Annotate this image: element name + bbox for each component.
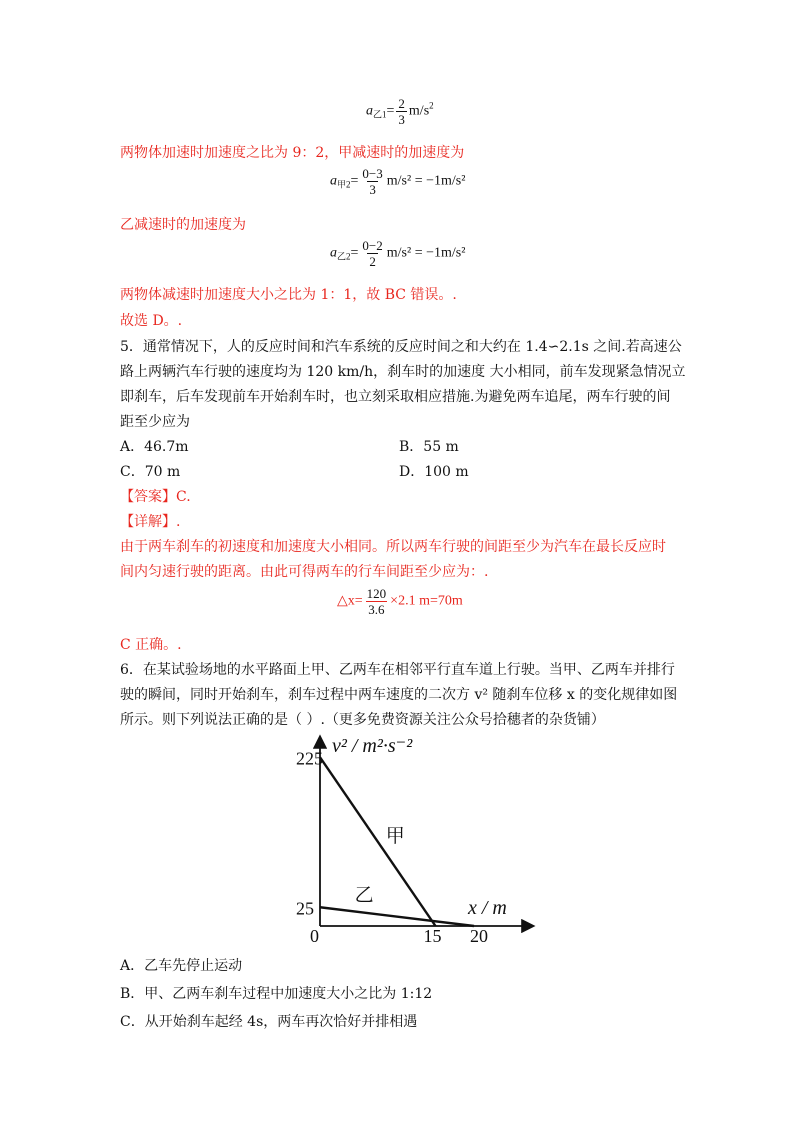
series-label-jia: 甲: [385, 826, 405, 847]
text-c-correct: C 正确。.: [120, 637, 182, 653]
eq-lhs: △x=: [337, 593, 363, 609]
detail-label: 【详解】.: [120, 514, 181, 530]
eq-sub: 甲2: [337, 179, 351, 190]
q5-line-3: 即刹车，后车发现前车开始刹车时，也立刻采取相应措施.为避免两车追尾，两车行驶的间: [120, 389, 671, 405]
text-choose-d: 故选 D。.: [120, 313, 183, 329]
q6-line-2: 驶的瞬间，同时开始刹车，刹车过程中两车速度的二次方 v² 随刹车位移 x 的变化规律如图: [120, 687, 678, 703]
q5-option-b: B．55 m: [399, 439, 459, 455]
equation-a-yi-1: [366, 96, 434, 127]
q5-line-1: 5．通常情况下，人的反应时间和汽车系统的反应时间之和大约在 1.4∽2.1s 之间.若高速公: [120, 339, 682, 355]
eq-sub: 乙1: [373, 109, 387, 120]
origin-label: 0: [310, 926, 319, 946]
q5-option-a: A．46.7m: [120, 439, 189, 455]
eq-numerator: 2: [398, 96, 405, 111]
eq-denominator: 3.6: [368, 602, 385, 617]
text-yi-decel: 乙减速时的加速度为: [120, 217, 246, 233]
eq-fraction: [396, 96, 407, 127]
eq-equals: =: [350, 173, 359, 189]
q5-line-4: 距至少应为: [120, 414, 190, 430]
y-axis-label: v² / m²·s⁻²: [332, 735, 413, 757]
eq-var: a: [330, 173, 337, 189]
eq-equals: =: [386, 103, 395, 119]
eq-rhs: m/s² = −1m/s²: [386, 173, 466, 189]
eq-unit: m/s: [408, 103, 430, 119]
eq-fraction: [360, 238, 384, 269]
q6-option-b: B．甲、乙两车刹车过程中加速度大小之比为 1:12: [120, 986, 433, 1002]
x-axis-label: x / m: [468, 897, 507, 919]
q5-option-d: D．100 m: [399, 464, 469, 480]
equation-delta-x: [337, 586, 463, 617]
q6-option-c: C．从开始刹车起经 4s，两车再次恰好并排相遇: [120, 1014, 418, 1030]
eq-sub: 乙2: [337, 251, 351, 262]
equation-a-yi-2: [330, 238, 465, 269]
equation-a-jia-2: [330, 166, 465, 197]
x-tick-label-20: 20: [470, 926, 488, 946]
eq-denominator: 3: [369, 182, 376, 197]
x-tick-label-15: 15: [423, 926, 442, 946]
eq-var: a: [330, 245, 337, 261]
q6-line-1: 6．在某试验场地的水平路面上甲、乙两车在相邻平行直车道上行驶。当甲、乙两车并排行: [120, 662, 675, 678]
eq-denominator: 3: [398, 112, 405, 127]
series-line-yi: [320, 907, 474, 926]
eq-unit-sup: 2: [429, 100, 434, 111]
chart-marks: [296, 748, 488, 946]
detail-line-1: 由于两车刹车的初速度和加速度大小相同。所以两车行驶的间距至少为汽车在最长反应时: [120, 539, 666, 555]
answer-label: 【答案】C.: [120, 489, 191, 505]
v2-x-chart: [296, 730, 540, 950]
eq-fraction: [360, 166, 384, 197]
eq-equals: =: [350, 245, 359, 261]
q5-option-c: C．70 m: [120, 464, 181, 480]
eq-numerator: 120: [366, 586, 387, 601]
y-tick-label-225: 225: [296, 748, 323, 769]
series-line-jia: [320, 757, 436, 926]
q5-line-2: 路上两辆汽车行驶的速度均为 120 km/h，刹车时的加速度 大小相同，前车发现紧急情况立: [120, 364, 686, 380]
text-decel-ratio: 两物体减速时加速度大小之比为 1：1，故 BC 错误。.: [120, 287, 457, 303]
detail-line-2: 间内匀速行驶的距离。由此可得两车的行车间距至少应为：.: [120, 564, 489, 580]
q6-line-3: 所示。则下列说法正确的是（ ）.（更多免费资源关注公众号拾穗者的杂货铺）: [120, 712, 605, 728]
eq-var: a: [366, 103, 373, 119]
eq-fraction: [365, 586, 389, 617]
eq-numerator: 0−2: [362, 238, 383, 253]
eq-numerator: 0−3: [362, 166, 383, 181]
q6-option-a: A．乙车先停止运动: [120, 958, 243, 974]
series-label-yi: 乙: [354, 885, 374, 906]
y-tick-label-25: 25: [296, 898, 314, 919]
text-accel-ratio: 两物体加速时加速度之比为 9：2，甲减速时的加速度为: [120, 145, 465, 161]
eq-rhs: ×2.1 m=70m: [390, 593, 463, 609]
eq-denominator: 2: [369, 254, 376, 269]
eq-rhs: m/s² = −1m/s²: [386, 245, 466, 261]
